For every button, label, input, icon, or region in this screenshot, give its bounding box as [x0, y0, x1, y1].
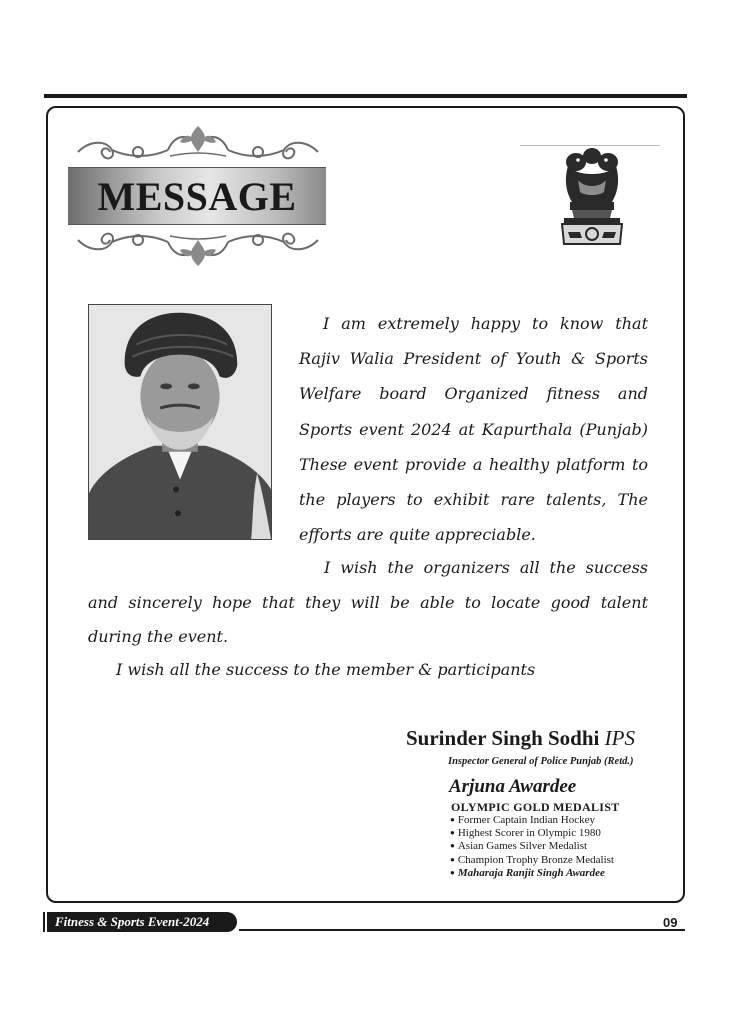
message-paragraph-3: I wish all the success to the member & participants	[116, 660, 536, 679]
signatory-suffix: IPS	[604, 726, 635, 750]
honors-item: ● Asian Games Silver Medalist	[450, 840, 614, 853]
page-title: MESSAGE	[97, 173, 297, 219]
message-banner	[68, 167, 326, 225]
scroll-ornament-bottom-icon	[70, 226, 326, 270]
footer-event-label: Fitness & Sports Event-2024	[47, 912, 237, 932]
signatory-name-line	[406, 726, 635, 751]
award-title: Arjuna Awardee	[449, 776, 577, 797]
footer-rule	[239, 929, 685, 931]
portrait-photo	[88, 304, 272, 540]
medalist-title: OLYMPIC GOLD MEDALIST	[451, 800, 620, 814]
national-emblem-icon	[554, 146, 630, 250]
honors-item: ● Maharaja Ranjit Singh Awardee	[450, 867, 614, 880]
top-rule	[44, 94, 687, 98]
honors-list	[450, 814, 614, 880]
honors-item: ● Former Captain Indian Hockey	[450, 814, 614, 827]
scroll-ornament-top-icon	[70, 122, 326, 166]
honors-item: ● Highest Scorer in Olympic 1980	[450, 827, 614, 840]
message-paragraph-1: I am extremely happy to know that Rajiv Walia President of Youth & Sports Welfare board Organized fitness and Sports event 2024 at Kapurthala (Punjab) These event provide a healthy platform to the players to exhibit rare talents, The efforts are quite appreciable.	[299, 314, 648, 545]
message-paragraph-2: I wish the organizers all the success and sincerely hope that they will be able to locate good talent during the event.	[88, 558, 648, 646]
signatory-title: Inspector General of Police Punjab (Retd.)	[448, 756, 634, 767]
signatory-name: Surinder Singh Sodhi	[406, 726, 600, 750]
honors-item: ● Champion Trophy Bronze Medalist	[450, 854, 614, 867]
page-number: 09	[663, 915, 678, 930]
